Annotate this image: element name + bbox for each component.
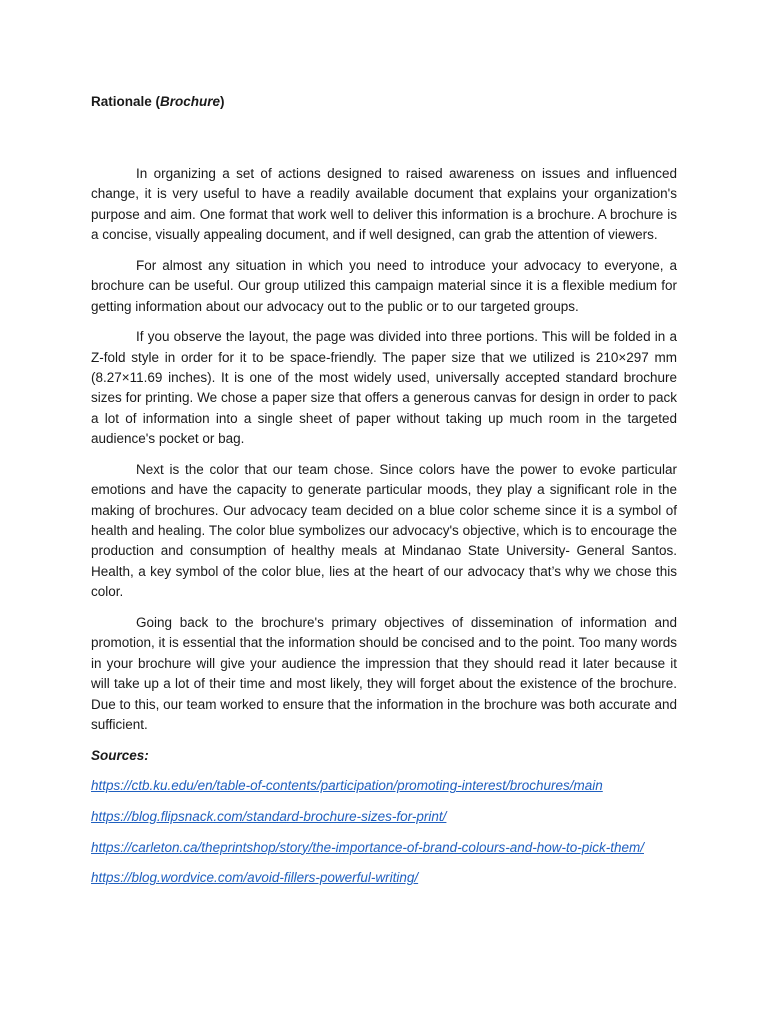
- document-title: [91, 92, 677, 112]
- title-italic: Brochure: [160, 94, 221, 109]
- title-prefix: Rationale (: [91, 94, 161, 109]
- title-suffix: ): [220, 94, 225, 109]
- paragraph-objectives: Going back to the brochure's primary objectives of dissemination of information and promotion, it is essential that the information should be concised and to the point. Too many words in your brochure will give your audience the impression that they should read it later because it will take up a lot of their time and most likely, they will forget about the existence of the brochure. Due to this, our team worked to ensure that the information in the brochure was both accurate and sufficient.: [91, 614, 677, 732]
- document-body: [91, 164, 677, 889]
- source-link-flipsnack[interactable]: https://blog.flipsnack.com/standard-brochure-sizes-for-print/: [91, 808, 447, 824]
- source-link-ctb[interactable]: https://ctb.ku.edu/en/table-of-contents/participation/promoting-interest/brochures/main: [91, 778, 603, 794]
- source-link-carleton[interactable]: https://carleton.ca/theprintshop/story/the-importance-of-brand-colours-and-how-to-pick-them/: [91, 839, 644, 855]
- source-link-wordvice[interactable]: https://blog.wordvice.com/avoid-fillers-powerful-writing/: [91, 870, 419, 886]
- paragraph-intro: In organizing a set of actions designed to raised awareness on issues and influenced change, it is very useful to have a readily available document that explains your organization's purpose and aim. One format that work well to deliver this information is a brochure. A brochure is a concise, visually appealing document, and if well designed, can grab the attention of viewers.: [91, 166, 677, 243]
- sources-heading: Sources:: [91, 748, 149, 764]
- paragraph-purpose: For almost any situation in which you need to introduce your advocacy to everyone, a brochure can be useful. Our group utilized this campaign material since it is a flexible medium for getting information about our advocacy out to the public or to our targeted groups.: [91, 257, 677, 314]
- paragraph-color: Next is the color that our team chose. Since colors have the power to evoke particular emotions and have the capacity to generate particular moods, they play a significant role in the making of brochures. Our advocacy team decided on a blue color scheme since it is a symbol of health and healing. The color blue symbolizes our advocacy's objective, which is to encourage the production and consumption of healthy meals at Mindanao State University- General Santos. Health, a key symbol of the color blue, lies at the heart of our advocacy that’s why we chose this color.: [91, 461, 677, 600]
- paragraph-layout: If you observe the layout, the page was divided into three portions. This will be folded in a Z-fold style in order for it to be space-friendly. The paper size that we utilized is 210×297 mm (8.27×11.69 inches). It is one of the most widely used, universally accepted standard brochure sizes for printing. We chose a paper size that offers a generous canvas for design in order to pack a lot of information into a single sheet of paper without taking up much room in the targeted audience's pocket or bag.: [91, 329, 677, 447]
